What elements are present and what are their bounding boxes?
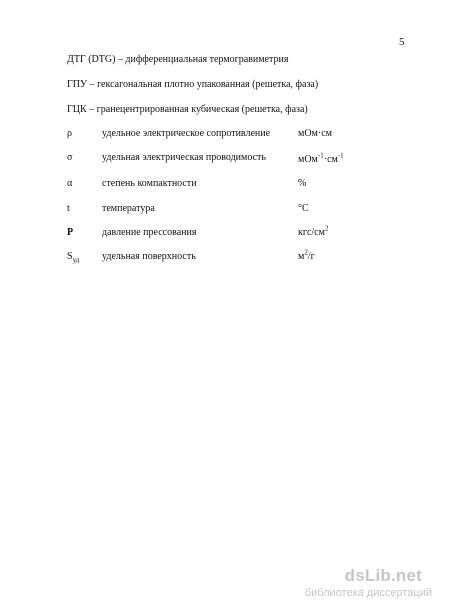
symbol-t: t — [67, 203, 70, 214]
unit-exponent: 2 — [304, 248, 308, 257]
watermark-caption: библиотека диссертаций — [304, 587, 432, 599]
symbol-sigma: σ — [67, 152, 73, 163]
symbol-row-pressure — [0, 224, 450, 243]
unit-base: мОм — [298, 154, 318, 165]
symbol-unit: °С — [298, 203, 309, 214]
abbreviation-gck: ГЦК – гранецентрированная кубическая (решетка, фаза) — [67, 104, 308, 115]
symbol-unit — [298, 151, 344, 165]
dslib-watermark — [292, 566, 432, 602]
symbol-description: степень компактности — [102, 178, 197, 189]
symbol-row-temperature — [0, 203, 450, 219]
watermark-logo-ds: ds — [344, 566, 365, 585]
watermark-logo — [345, 566, 422, 586]
symbol-description: удельное электрическое сопротивление — [102, 128, 271, 139]
unit-exponent: 2 — [324, 224, 329, 233]
symbol-unit — [298, 248, 315, 262]
symbol-description: температура — [102, 203, 155, 214]
symbol-s — [67, 251, 79, 262]
symbol-alpha: α — [67, 178, 73, 189]
abbreviation-dtg: ДТГ (DTG) – дифференциальная термогравиметрия — [67, 54, 289, 65]
symbol-subscript: уд — [72, 256, 80, 264]
unit-middle: ·см — [323, 154, 338, 165]
symbol-base: S — [67, 251, 73, 262]
unit-tail: /г — [307, 251, 315, 262]
unit-base: м — [298, 251, 305, 262]
symbol-row-compactness — [0, 178, 450, 194]
watermark-logo-net: .net — [390, 566, 422, 585]
symbol-p: P — [67, 227, 74, 238]
symbol-row-surface — [0, 248, 450, 267]
symbol-row-resistivity — [0, 128, 450, 144]
symbol-description: давление прессования — [102, 227, 197, 238]
page-number: 5 — [399, 36, 405, 48]
symbol-unit — [298, 224, 329, 238]
unit-base: кгс/см — [298, 227, 325, 238]
unit-exponent: -1 — [337, 151, 344, 160]
abbreviation-gpu: ГПУ – гексагональная плотно упакованная (решетка, фаза) — [67, 79, 319, 90]
watermark-logo-lib: Lib — [364, 566, 391, 585]
symbol-description: удельная электрическая проводимость — [102, 152, 266, 163]
unit-exponent: -1 — [317, 151, 324, 160]
symbol-unit: мОм·см — [298, 128, 332, 139]
symbol-row-conductivity — [0, 152, 450, 168]
symbol-description: удельная поверхность — [102, 251, 196, 262]
symbol-unit: % — [298, 178, 307, 189]
symbol-rho: ρ — [67, 128, 72, 139]
